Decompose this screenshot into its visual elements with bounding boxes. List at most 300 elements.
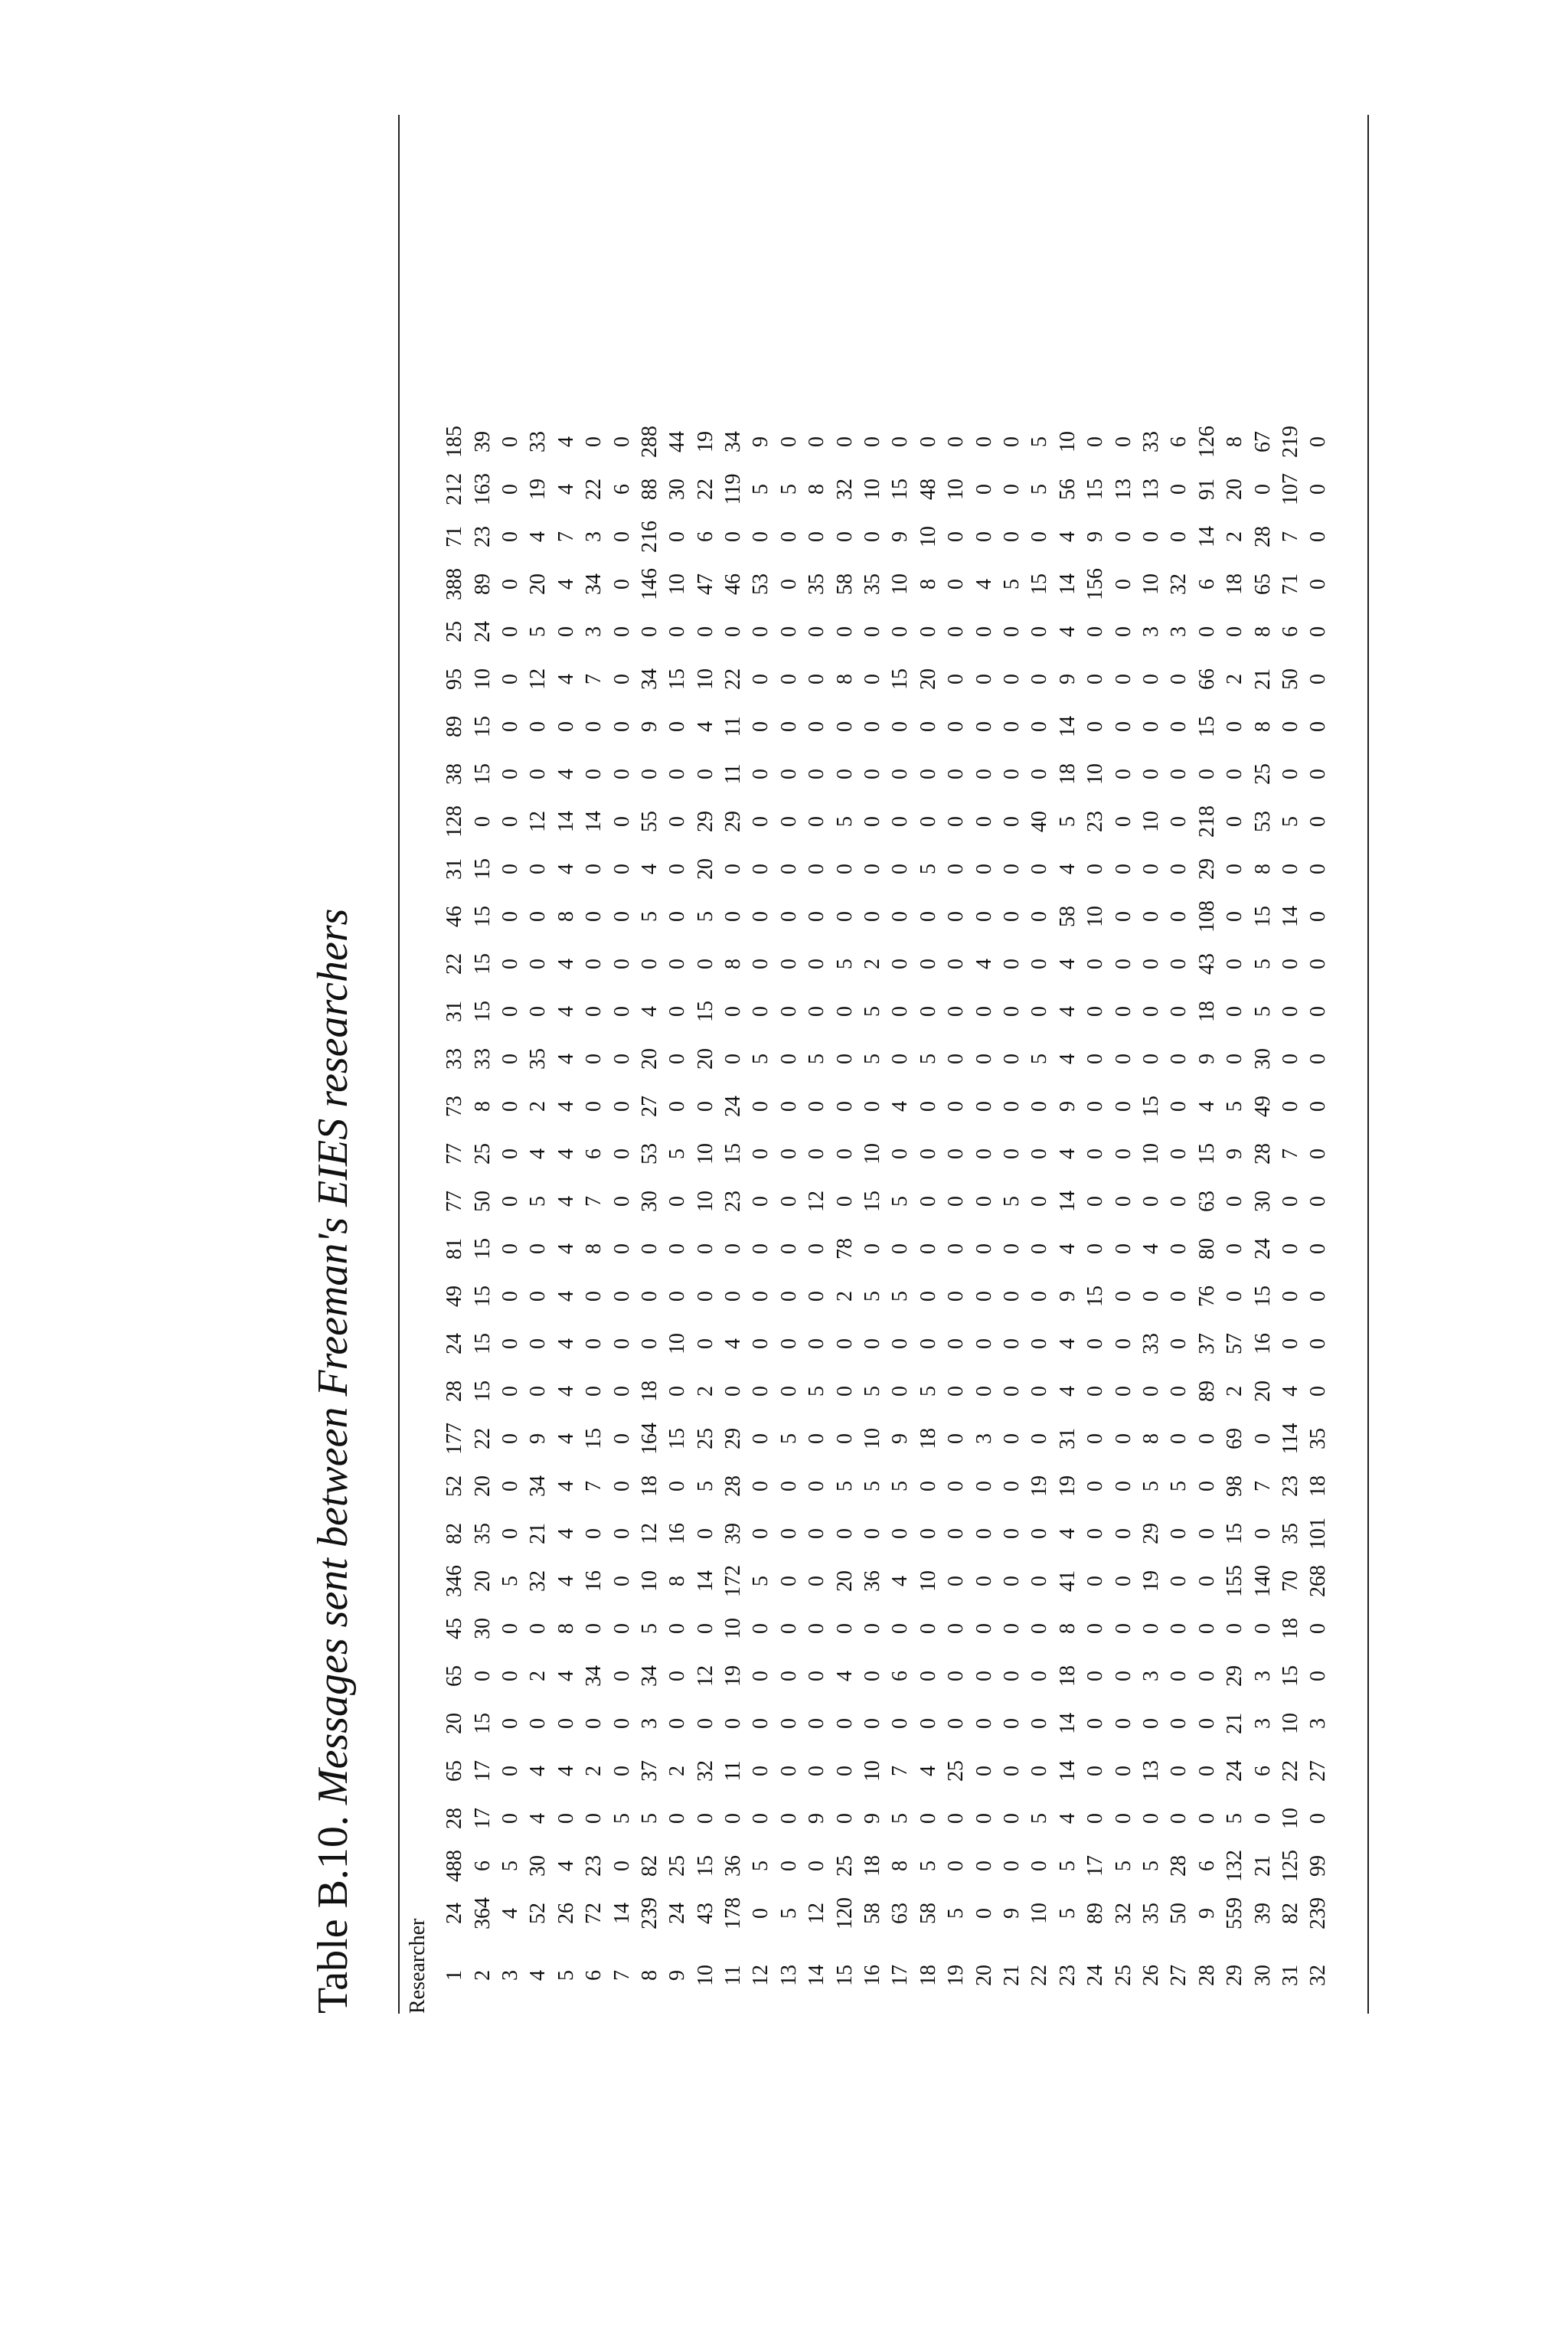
row-label: 2	[470, 1970, 495, 1981]
table-cell: 0	[861, 1243, 885, 1254]
table-cell: 14	[582, 811, 606, 832]
table-cell: 2	[1223, 1386, 1247, 1397]
table-cell: 0	[1111, 531, 1135, 542]
row-label: 12	[749, 1965, 773, 1986]
table-cell: 0	[1306, 1148, 1331, 1159]
table-cell: 0	[1000, 1433, 1024, 1444]
table-cell: 9	[861, 1813, 885, 1824]
table-cell: 49	[443, 1286, 467, 1307]
table-cell: 4	[554, 1101, 578, 1112]
table-cell: 20	[470, 1475, 495, 1497]
table-cell: 0	[832, 1386, 857, 1397]
table-cell: 8	[916, 579, 940, 590]
table-cell: 0	[916, 1148, 940, 1159]
table-cell: 0	[1027, 1671, 1052, 1681]
table-cell: 0	[944, 959, 969, 969]
table-cell: 0	[1111, 1433, 1135, 1444]
table-cell: 0	[526, 1623, 550, 1634]
table-cell: 39	[470, 431, 495, 452]
table-cell: 0	[498, 1718, 522, 1729]
table-cell: 0	[1027, 769, 1052, 779]
table-cell: 81	[443, 1238, 467, 1259]
table-cell: 0	[1278, 721, 1302, 732]
table-cell: 0	[1194, 1481, 1219, 1491]
table-cell: 364	[470, 1897, 495, 1929]
table-cell: 10	[861, 1143, 885, 1165]
table-cell: 10	[1055, 431, 1080, 452]
table-cell: 0	[1278, 959, 1302, 969]
table-cell: 0	[1306, 1101, 1331, 1112]
table-cell: 53	[637, 1143, 662, 1165]
table-cell: 0	[1306, 484, 1331, 495]
table-cell: 0	[1306, 769, 1331, 779]
table-cell: 0	[1167, 1813, 1191, 1824]
table-cell: 21	[1250, 668, 1275, 690]
table-cell: 0	[749, 769, 773, 779]
table-cell: 0	[1167, 1291, 1191, 1302]
table-cell: 0	[693, 1528, 717, 1539]
table-cell: 5	[1138, 1861, 1163, 1871]
table-cell: 0	[749, 1101, 773, 1112]
table-cell: 56	[1055, 479, 1080, 500]
table-cell: 0	[1306, 1243, 1331, 1254]
table-cell: 66	[1194, 668, 1219, 690]
table-cell: 39	[721, 1523, 746, 1544]
table-cell: 3	[1167, 626, 1191, 637]
table-cell: 10	[1027, 1903, 1052, 1924]
table-cell: 0	[609, 1481, 634, 1491]
table-cell: 0	[1027, 1338, 1052, 1349]
table-cell: 0	[1138, 1291, 1163, 1302]
table-cell: 0	[776, 769, 801, 779]
table-cell: 14	[693, 1570, 717, 1592]
table-cell: 0	[498, 436, 522, 447]
table-cell: 0	[582, 1623, 606, 1634]
table-cell: 4	[554, 436, 578, 447]
table-cell: 10	[637, 1570, 662, 1592]
table-cell: 0	[1138, 1718, 1163, 1729]
table-cell: 0	[972, 1671, 996, 1681]
table-cell: 0	[693, 769, 717, 779]
table-cell: 30	[1250, 1191, 1275, 1212]
table-cell: 89	[1083, 1903, 1108, 1924]
table-cell: 40	[1027, 811, 1052, 832]
table-cell: 172	[721, 1565, 746, 1597]
table-cell: 0	[972, 674, 996, 684]
table-cell: 0	[1000, 1861, 1024, 1871]
table-cell: 0	[916, 911, 940, 922]
table-cell: 76	[1194, 1286, 1219, 1307]
table-cell: 8	[1250, 626, 1275, 637]
table-cell: 0	[749, 864, 773, 874]
table-cell: 4	[1055, 1243, 1080, 1254]
table-cell: 0	[1167, 1718, 1191, 1729]
row-label: 5	[554, 1970, 578, 1981]
table-cell: 18	[1055, 1665, 1080, 1687]
table-cell: 0	[916, 1196, 940, 1207]
table-cell: 0	[1027, 1766, 1052, 1776]
table-cell: 35	[1306, 1428, 1331, 1449]
table-cell: 3	[1250, 1718, 1275, 1729]
table-cell: 0	[665, 1481, 690, 1491]
table-cell: 0	[526, 911, 550, 922]
table-cell: 5	[776, 1433, 801, 1444]
table-cell: 4	[554, 1481, 578, 1491]
table-cell: 0	[805, 1338, 829, 1349]
table-cell: 29	[1194, 858, 1219, 880]
table-cell: 19	[1138, 1570, 1163, 1592]
table-cell: 0	[749, 1718, 773, 1729]
table-cell: 18	[861, 1855, 885, 1877]
table-cell: 0	[1027, 1433, 1052, 1444]
table-cell: 0	[1194, 626, 1219, 637]
table-cell: 10	[1278, 1808, 1302, 1829]
table-row	[497, 418, 524, 2014]
table-row	[1221, 418, 1249, 2014]
table-cell: 5	[1055, 1861, 1080, 1871]
table-cell: 0	[861, 911, 885, 922]
table-cell: 0	[1083, 1054, 1108, 1064]
table-cell: 0	[1223, 1623, 1247, 1634]
table-cell: 0	[609, 721, 634, 732]
table-cell: 0	[609, 1101, 634, 1112]
table-cell: 0	[1223, 626, 1247, 637]
table-cell: 0	[1167, 864, 1191, 874]
table-cell: 10	[665, 1333, 690, 1354]
row-label: 6	[582, 1970, 606, 1981]
table-cell: 15	[470, 953, 495, 975]
table-row	[664, 418, 691, 2014]
table-cell: 0	[749, 1148, 773, 1159]
table-cell: 10	[1138, 573, 1163, 595]
table-cell: 0	[832, 1623, 857, 1634]
table-cell: 2	[861, 959, 885, 969]
table-cell: 2	[1223, 531, 1247, 542]
table-cell: 0	[944, 1006, 969, 1017]
table-row	[1054, 418, 1082, 2014]
table-cell: 15	[1278, 1665, 1302, 1687]
table-row	[887, 418, 914, 2014]
table-cell: 0	[1111, 1528, 1135, 1539]
table-cell: 5	[749, 1054, 773, 1064]
table-cell: 0	[665, 1054, 690, 1064]
table-cell: 0	[916, 959, 940, 969]
table-cell: 4	[554, 579, 578, 590]
table-cell: 0	[1306, 864, 1331, 874]
table-cell: 0	[693, 626, 717, 637]
table-cell: 5	[776, 1908, 801, 1919]
table-cell: 0	[916, 1623, 940, 1634]
table-cell: 0	[832, 1766, 857, 1776]
table-cell: 0	[1278, 1291, 1302, 1302]
row-label: 14	[805, 1965, 829, 1986]
table-cell: 4	[1055, 959, 1080, 969]
table-cell: 45	[443, 1618, 467, 1639]
table-cell: 8	[554, 1623, 578, 1634]
table-cell: 30	[637, 1191, 662, 1212]
table-cell: 0	[498, 1671, 522, 1681]
table-cell: 0	[805, 721, 829, 732]
table-cell: 0	[1194, 1671, 1219, 1681]
table-cell: 0	[944, 816, 969, 827]
table-cell: 18	[1223, 573, 1247, 595]
table-cell: 0	[526, 1718, 550, 1729]
table-cell: 0	[749, 1813, 773, 1824]
table-cell: 0	[1138, 864, 1163, 874]
table-cell: 0	[1083, 1813, 1108, 1824]
table-cell: 0	[944, 1861, 969, 1871]
table-cell: 4	[554, 864, 578, 874]
table-cell: 0	[832, 626, 857, 637]
table-cell: 0	[888, 1528, 913, 1539]
table-cell: 29	[1138, 1523, 1163, 1544]
table-cell: 0	[1111, 959, 1135, 969]
table-cell: 20	[526, 573, 550, 595]
table-cell: 36	[721, 1855, 746, 1877]
table-cell: 0	[498, 1291, 522, 1302]
table-cell: 3	[1250, 1671, 1275, 1681]
table-cell: 0	[1223, 911, 1247, 922]
table-cell: 32	[1167, 573, 1191, 595]
table-cell: 0	[582, 1528, 606, 1539]
table-cell: 5	[888, 1481, 913, 1491]
table-cell: 20	[1250, 1380, 1275, 1402]
table-cell: 34	[637, 1665, 662, 1687]
table-cell: 0	[1138, 1623, 1163, 1634]
table-cell: 0	[1027, 1006, 1052, 1017]
table-cell: 0	[805, 1481, 829, 1491]
table-cell: 0	[1027, 1196, 1052, 1207]
table-cell: 18	[637, 1380, 662, 1402]
table-cell: 35	[1138, 1903, 1163, 1924]
table-cell: 0	[1000, 1481, 1024, 1491]
table-cell: 0	[1167, 484, 1191, 495]
table-cell: 88	[637, 479, 662, 500]
table-cell: 0	[1111, 1576, 1135, 1586]
table-cell: 0	[498, 721, 522, 732]
table-cell: 0	[1083, 1006, 1108, 1017]
table-cell: 0	[805, 531, 829, 542]
table-cell: 4	[554, 1861, 578, 1871]
table-cell: 0	[1083, 1433, 1108, 1444]
table-cell: 0	[1027, 959, 1052, 969]
table-cell: 0	[972, 1861, 996, 1871]
table-cell: 0	[637, 1291, 662, 1302]
table-cell: 0	[1027, 911, 1052, 922]
table-cell: 0	[749, 626, 773, 637]
table-cell: 239	[1306, 1897, 1331, 1929]
table-cell: 0	[888, 626, 913, 637]
table-cell: 32	[526, 1570, 550, 1592]
table-cell: 8	[1250, 721, 1275, 732]
table-cell: 0	[944, 1623, 969, 1634]
table-row	[636, 418, 664, 2014]
table-cell: 0	[1306, 626, 1331, 637]
table-cell: 0	[916, 1718, 940, 1729]
table-cell: 0	[637, 959, 662, 969]
table-cell: 5	[1055, 816, 1080, 827]
table-cell: 15	[1250, 906, 1275, 927]
table-cell: 24	[443, 1903, 467, 1924]
table-cell: 0	[916, 626, 940, 637]
table-row	[859, 418, 887, 2014]
row-label: 30	[1250, 1965, 1275, 1986]
table-cell: 146	[637, 568, 662, 600]
table-cell: 0	[776, 911, 801, 922]
table-cell: 0	[609, 959, 634, 969]
table-cell: 5	[526, 626, 550, 637]
table-cell: 4	[554, 674, 578, 684]
table-cell: 9	[1223, 1148, 1247, 1159]
table-cell: 14	[1194, 526, 1219, 547]
table-cell: 24	[1223, 1760, 1247, 1782]
table-cell: 0	[805, 626, 829, 637]
table-cell: 3	[637, 1718, 662, 1729]
table-cell: 5	[861, 1054, 885, 1064]
table-cell: 0	[1027, 1386, 1052, 1397]
table-cell: 0	[972, 1243, 996, 1254]
table-cell: 0	[498, 1101, 522, 1112]
table-cell: 8	[470, 1101, 495, 1112]
table-cell: 15	[693, 1855, 717, 1877]
table-cell: 5	[637, 911, 662, 922]
table-cell: 0	[1000, 1006, 1024, 1017]
table-cell: 0	[916, 1671, 940, 1681]
table-cell: 25	[470, 1143, 495, 1165]
table-cell: 57	[1223, 1333, 1247, 1354]
table-cell: 89	[470, 573, 495, 595]
table-cell: 0	[944, 1101, 969, 1112]
table-cell: 11	[721, 1760, 746, 1782]
table-cell: 488	[443, 1850, 467, 1882]
table-cell: 0	[749, 816, 773, 827]
table-cell: 0	[805, 769, 829, 779]
table-cell: 20	[693, 858, 717, 880]
table-cell: 0	[1083, 1196, 1108, 1207]
table-cell: 0	[776, 816, 801, 827]
table-cell: 5	[1000, 579, 1024, 590]
table-cell: 19	[693, 431, 717, 452]
table-cell: 0	[1027, 626, 1052, 637]
table-cell: 9	[1055, 674, 1080, 684]
table-cell: 27	[1306, 1760, 1331, 1782]
table-cell: 0	[665, 959, 690, 969]
table-cell: 0	[1083, 1481, 1108, 1491]
table-cell: 8	[582, 1243, 606, 1254]
table-cell: 5	[749, 1576, 773, 1586]
table-cell: 4	[1055, 864, 1080, 874]
table-row	[1249, 418, 1276, 2014]
table-cell: 0	[721, 1813, 746, 1824]
table-cell: 0	[944, 579, 969, 590]
table-cell: 0	[1167, 1054, 1191, 1064]
table-cell: 0	[609, 1671, 634, 1681]
table-cell: 8	[888, 1861, 913, 1871]
table-cell: 0	[832, 1054, 857, 1064]
table-cell: 0	[1111, 1718, 1135, 1729]
table-cell: 2	[1223, 674, 1247, 684]
table-cell: 4	[637, 864, 662, 874]
table-cell: 0	[776, 1196, 801, 1207]
table-cell: 0	[498, 911, 522, 922]
table-cell: 0	[1250, 484, 1275, 495]
table-cell: 21	[1250, 1855, 1275, 1877]
table-cell: 0	[1306, 1054, 1331, 1064]
table-cell: 0	[609, 1291, 634, 1302]
table-cell: 0	[582, 721, 606, 732]
table-cell: 0	[665, 864, 690, 874]
table-cell: 8	[1055, 1623, 1080, 1634]
table-cell: 35	[805, 573, 829, 595]
table-cell: 216	[637, 521, 662, 553]
table-cell: 0	[861, 1623, 885, 1634]
table-cell: 0	[1083, 1671, 1108, 1681]
table-cell: 0	[1111, 1671, 1135, 1681]
table-cell: 34	[582, 1665, 606, 1687]
table-cell: 0	[1250, 1813, 1275, 1824]
table-cell: 0	[944, 1433, 969, 1444]
table-cell: 0	[1167, 1006, 1191, 1017]
table-cell: 0	[861, 1528, 885, 1539]
table-cell: 4	[554, 1433, 578, 1444]
table-cell: 6	[1167, 436, 1191, 447]
table-cell: 0	[1250, 1433, 1275, 1444]
table-cell: 0	[1000, 436, 1024, 447]
table-cell: 0	[888, 911, 913, 922]
table-cell: 0	[749, 1243, 773, 1254]
table-cell: 0	[916, 816, 940, 827]
table-cell: 9	[1194, 1908, 1219, 1919]
table-cell: 126	[1194, 426, 1219, 458]
table-cell: 0	[776, 1006, 801, 1017]
table-cell: 15	[470, 1238, 495, 1259]
table-cell: 10	[1278, 1713, 1302, 1734]
table-cell: 108	[1194, 900, 1219, 933]
table-cell: 0	[1027, 531, 1052, 542]
table-cell: 7	[1250, 1481, 1275, 1491]
table-cell: 0	[888, 1623, 913, 1634]
table-cell: 0	[1223, 816, 1247, 827]
table-cell: 0	[1027, 864, 1052, 874]
table-cell: 0	[498, 816, 522, 827]
table-cell: 5	[1138, 1481, 1163, 1491]
table-cell: 0	[721, 864, 746, 874]
table-cell: 0	[805, 1243, 829, 1254]
table-row	[831, 418, 858, 2014]
table-cell: 7	[1278, 1148, 1302, 1159]
table-cell: 0	[1306, 1006, 1331, 1017]
table-cell: 0	[1083, 1338, 1108, 1349]
table-cell: 107	[1278, 473, 1302, 505]
table-cell: 4	[1055, 1813, 1080, 1824]
table-cell: 0	[805, 816, 829, 827]
table-cell: 0	[944, 1291, 969, 1302]
table-cell: 17	[470, 1760, 495, 1782]
table-cell: 0	[805, 1101, 829, 1112]
table-cell: 0	[498, 1386, 522, 1397]
table-cell: 58	[1055, 906, 1080, 927]
table-cell: 18	[916, 1428, 940, 1449]
table-cell: 0	[776, 1623, 801, 1634]
table-cell: 0	[1306, 436, 1331, 447]
table-cell: 49	[1250, 1096, 1275, 1117]
table-cell: 39	[1250, 1903, 1275, 1924]
table-cell: 35	[861, 573, 885, 595]
table-cell: 0	[944, 911, 969, 922]
table-cell: 0	[805, 674, 829, 684]
table-cell: 3	[972, 1433, 996, 1444]
table-cell: 0	[1027, 1528, 1052, 1539]
